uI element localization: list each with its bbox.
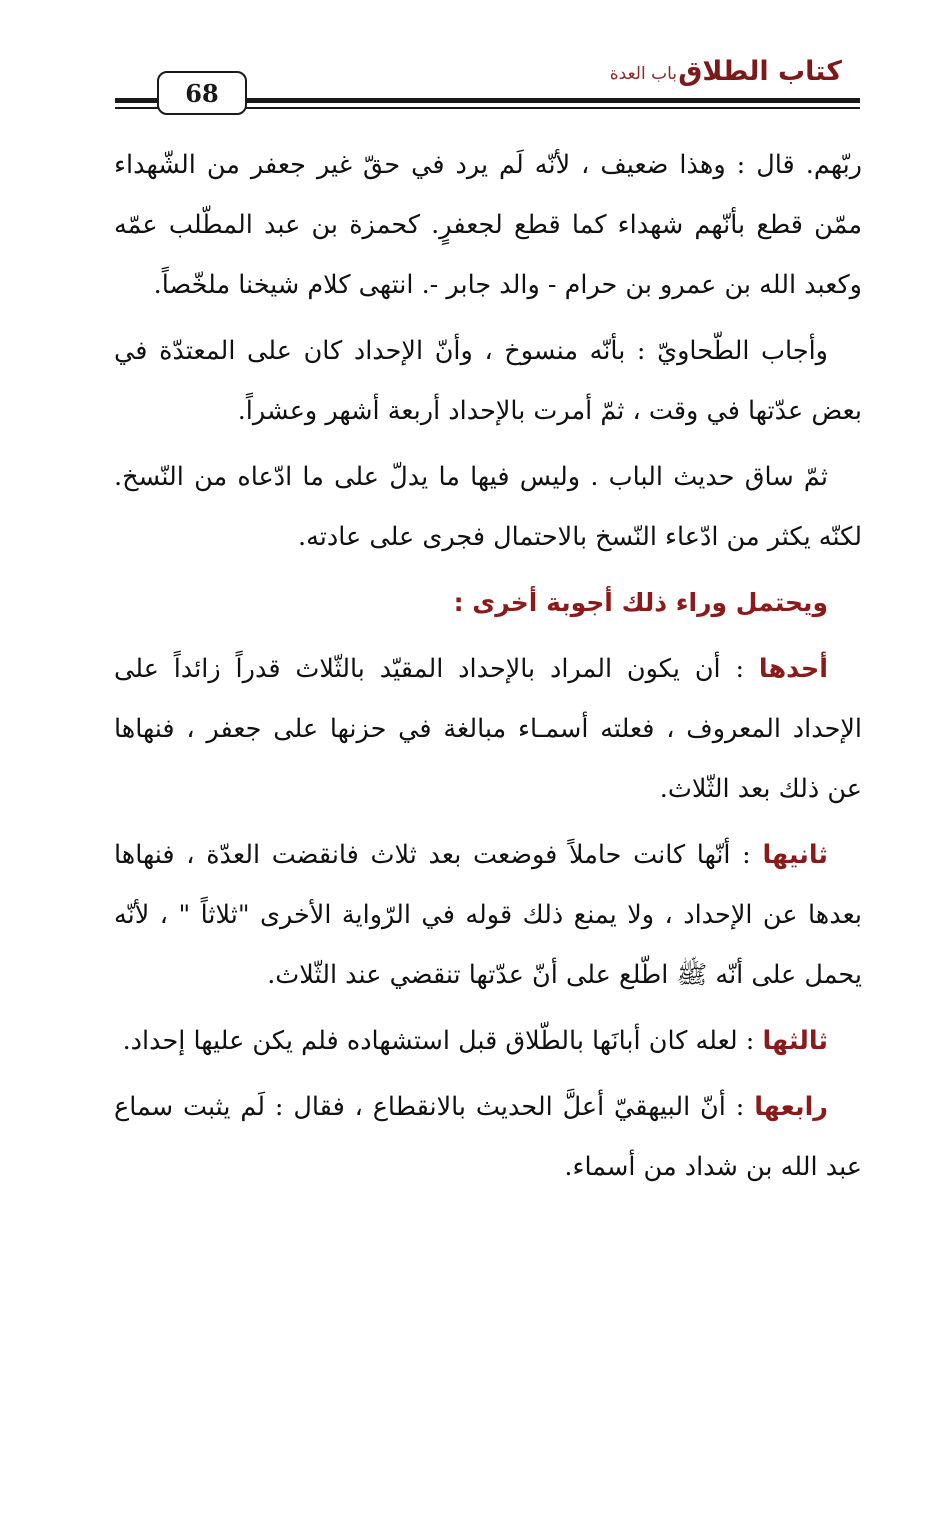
- answer-3: [114, 1011, 862, 1071]
- paragraph-1: ربّهم. قال : وهذا ضعيف ، لأنّه لَم يرد في حقّ غير جعفر من الشّهداء ممّن قطع بأنّهم شهداء كما قطع لجعفرٍ. كحمزة بن عبد المطّلب عمّه وكعبد الله بن عمرو بن حرام - والد جابر -. انتهى كلام شيخنا ملخّصاً.: [114, 150, 862, 300]
- answer-4: [114, 1077, 862, 1197]
- paragraph-2: وأجاب الطّحاويّ : بأنّه منسوخ ، وأنّ الإحداد كان على المعتدّة في بعض عدّتها في وقت ، ثمّ أمرت بالإحداد أربعة أشهر وعشراً.: [114, 336, 862, 426]
- book-title: كتاب الطلاق: [678, 56, 842, 87]
- answer-2-lead: ثانيها: [762, 840, 828, 870]
- answer-1: [114, 639, 862, 819]
- answer-4-text: : أنّ البيهقيّ أعلَّ الحديث بالانقطاع ، فقال : لَم يثبت سماع عبد الله بن شداد من أسماء.: [114, 1092, 862, 1182]
- answer-3-lead: ثالثها: [762, 1026, 828, 1056]
- page-body: [114, 135, 862, 1203]
- paragraph-3: ثمّ ساق حديث الباب . وليس فيها ما يدلّ على ما ادّعاه من النّسخ. لكنّه يكثر من ادّعاء النّسخ بالاحتمال فجرى على عادته.: [114, 462, 862, 552]
- answer-4-lead: رابعها: [754, 1092, 828, 1122]
- answer-1-lead: أحدها: [758, 654, 828, 684]
- page-header: [0, 0, 945, 130]
- section-heading: ويحتمل وراء ذلك أجوبة أخرى :: [453, 588, 828, 617]
- answer-2: [114, 825, 862, 1005]
- chapter-title: باب العدة: [609, 64, 677, 84]
- answer-3-text: : لعله كان أبانَها بالطّلاق قبل استشهاده فلم يكن عليها إحداد.: [122, 1026, 763, 1056]
- answer-2-text: : أنّها كانت حاملاً فوضعت بعد ثلاث فانقضت العدّة ، فنهاها بعدها عن الإحداد ، ولا يمنع ذلك قوله في الرّواية الأخرى "ثلاثاً " ، لأنّه يحمل على أنّه ﷺ اطّلع على أنّ عدّتها تنقضي عند الثّلاث.: [114, 840, 862, 990]
- page-number: 68: [157, 71, 247, 115]
- answer-1-text: : أن يكون المراد بالإحداد المقيّد بالثّلاث قدراً زائداً على الإحداد المعروف ، فعلته أسمـاء مبالغة في حزنها على جعفر ، فنهاها عن ذلك بعد الثّلاث.: [114, 654, 862, 804]
